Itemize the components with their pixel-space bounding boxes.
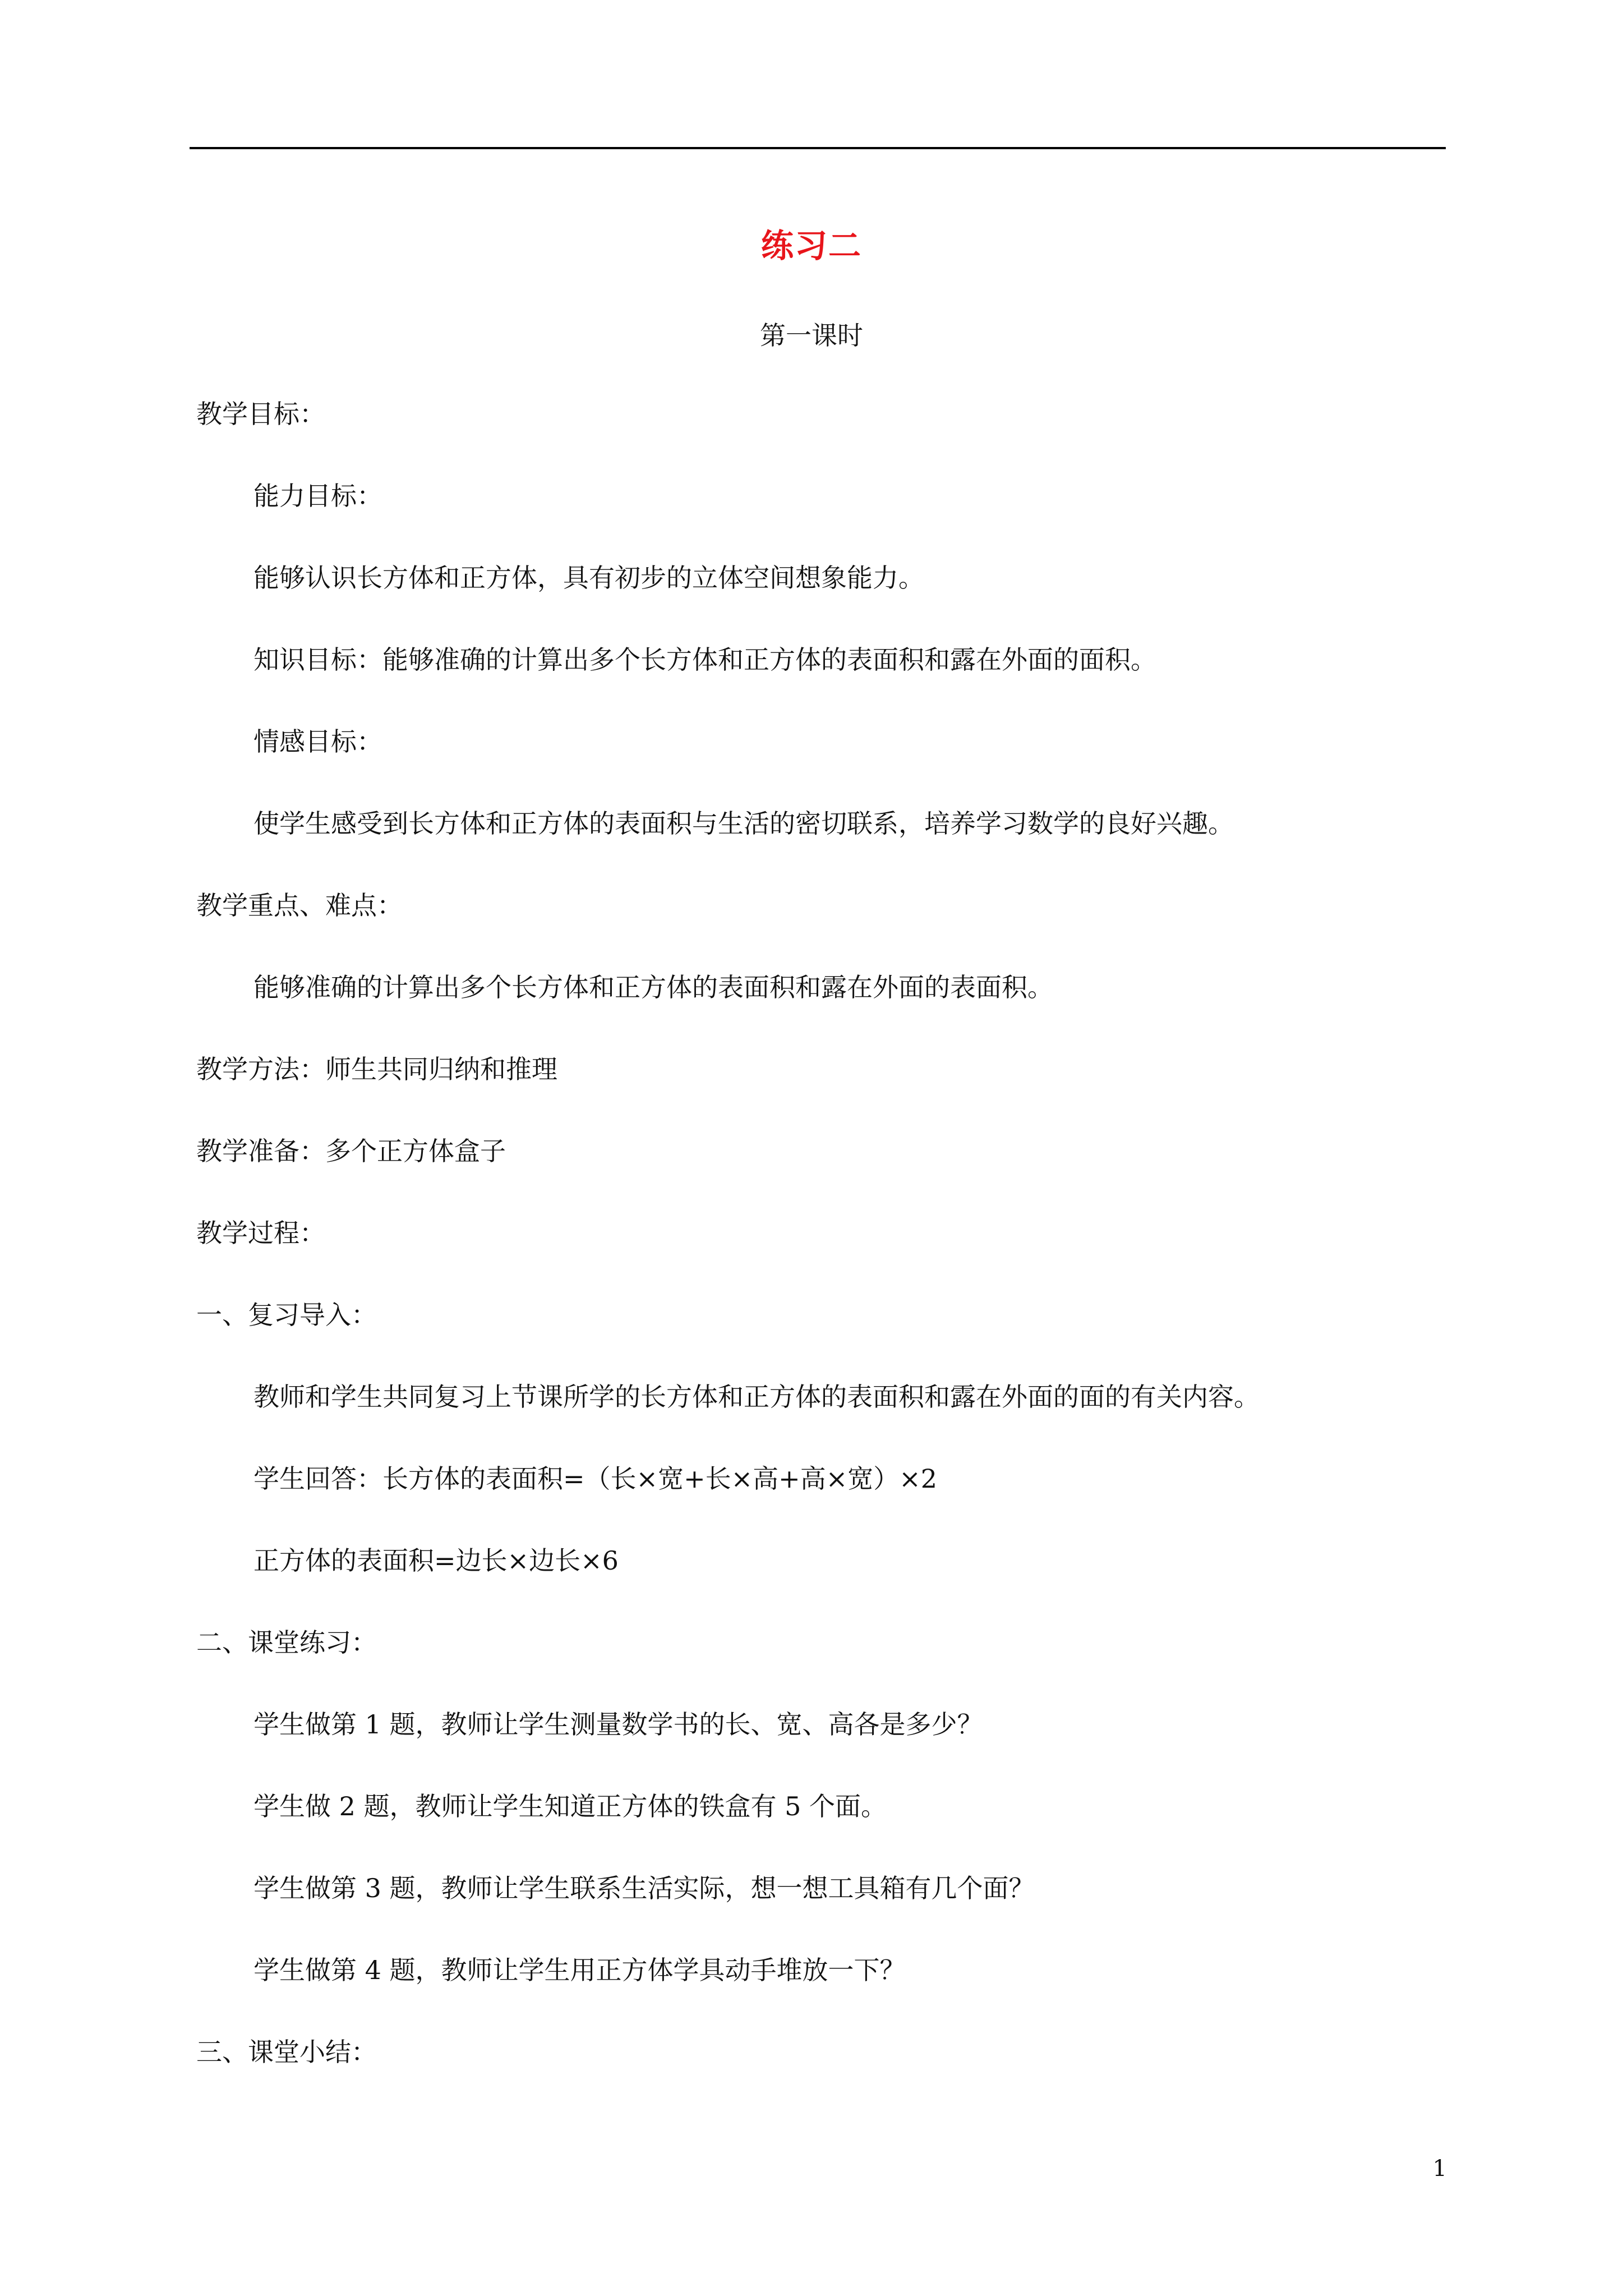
paragraph-method: 教学方法：师生共同归纳和推理: [196, 1054, 557, 1084]
section-heading-process: 教学过程：: [196, 1218, 325, 1248]
section-heading-review: 一、复习导入：: [196, 1300, 377, 1330]
section-heading-objectives: 教学目标：: [196, 399, 325, 429]
paragraph-exercise-2: 学生做 2 题，教师让学生知道正方体的铁盒有 5 个面。: [253, 1791, 887, 1821]
paragraph-ability-label: 能力目标：: [253, 481, 382, 511]
section-heading-summary: 三、课堂小结：: [196, 2037, 377, 2067]
paragraph-cube-formula: 正方体的表面积=边长×边长×6: [253, 1545, 619, 1576]
section-heading-key-points: 教学重点、难点：: [196, 890, 403, 921]
document-subtitle: 第一课时: [760, 320, 863, 351]
paragraph-knowledge: 知识目标：能够准确的计算出多个长方体和正方体的表面积和露在外面的面积。: [253, 645, 1156, 675]
header-rule: [190, 147, 1446, 149]
paragraph-emotion-label: 情感目标：: [253, 726, 382, 757]
paragraph-exercise-3: 学生做第 3 题，教师让学生联系生活实际，想一想工具箱有几个面？: [253, 1873, 1035, 1903]
document-title: 练习二: [760, 227, 862, 265]
paragraph-exercise-1: 学生做第 1 题，教师让学生测量数学书的长、宽、高各是多少？: [253, 1709, 983, 1740]
paragraph-preparation: 教学准备：多个正方体盒子: [196, 1136, 506, 1166]
paragraph-cuboid-formula: 学生回答：长方体的表面积=（长×宽+长×高+高×宽）×2: [253, 1464, 938, 1494]
paragraph-exercise-4: 学生做第 4 题，教师让学生用正方体学具动手堆放一下？: [253, 1955, 906, 1985]
paragraph-review: 教师和学生共同复习上节课所学的长方体和正方体的表面积和露在外面的面的有关内容。: [253, 1382, 1260, 1412]
paragraph-key-points: 能够准确的计算出多个长方体和正方体的表面积和露在外面的表面积。: [253, 972, 1053, 1002]
paragraph-ability-text: 能够认识长方体和正方体，具有初步的立体空间想象能力。: [253, 563, 924, 593]
section-heading-practice: 二、课堂练习：: [196, 1627, 377, 1658]
paragraph-emotion-text: 使学生感受到长方体和正方体的表面积与生活的密切联系，培养学习数学的良好兴趣。: [253, 808, 1234, 839]
page-number: 1: [1432, 2156, 1447, 2182]
